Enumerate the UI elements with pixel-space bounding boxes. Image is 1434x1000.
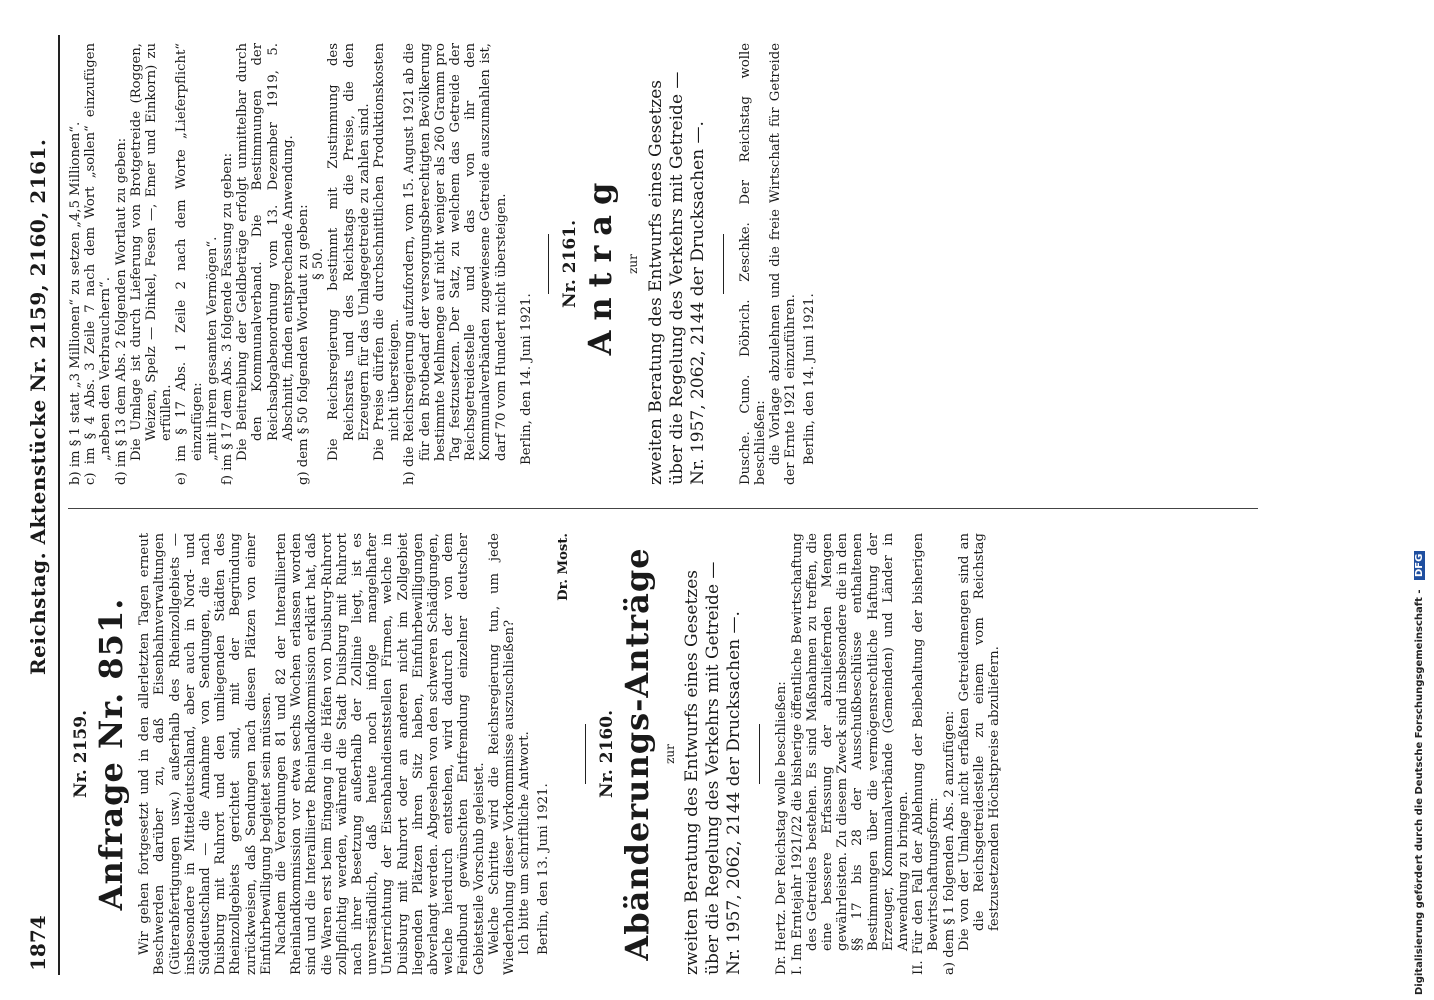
paragraph: die Vorlage abzulehnen und die freie Wirtschaft für Getreide der Ernte 1921 einzuführen.	[767, 43, 799, 485]
section-number-2159: Nr. 2159.	[71, 710, 91, 799]
section-title-2160: Abänderungs-Anträge	[618, 547, 657, 961]
divider	[723, 234, 724, 294]
section-title-2161: Antrag	[581, 172, 620, 356]
section-number-2160: Nr. 2160.	[596, 710, 617, 799]
zur-label: zur	[626, 254, 641, 274]
zur-label: zur	[663, 744, 678, 764]
divider	[759, 724, 760, 784]
list-item: f) im § 17 dem Abs. 3 folgende Fassung zu geben:	[220, 152, 236, 485]
list-item: h) die Reichsregierung aufzufordern, vom 15. August 1921 ab die für den Brotbedarf der versorgungsberechtigten Bevölkerung bestimmte Mehlmenge auf nicht weniger als 260 Gramm pro Tag festzusetzen. Der Satz, zu welchem das Getreide der Reichsgetreidestelle und das von ihr den Kommunalverbänden zugewiesene Getreide auszumahlen ist, darf 70 vom Hundert nicht übersteigen.	[402, 43, 509, 485]
header-title: Reichstag. Aktenstücke Nr. 2159, 2160, 2161.	[26, 138, 50, 675]
list-item: b) im § 1 statt „3 Millionen“ zu setzen „4,5 Millionen“.	[68, 121, 83, 485]
digitization-credit	[1414, 5, 1428, 995]
list-item: e) im § 17 Abs. 1 Zeile 2 nach dem Worte „Lieferpflicht“ einzufügen:	[174, 43, 205, 485]
list-item: c) im § 4 Abs. 3 Zeile 7 nach dem Wort „sollen“ einzufügen „neben den Verbrauchern“.	[83, 43, 114, 485]
quoted-text: „mit ihrem gesamten Vermögen“.	[204, 236, 220, 461]
page-number: 1874	[26, 915, 50, 971]
signature: Dr. Most.	[555, 533, 571, 601]
paragraph: Nachdem die Verordnungen 81 und 82 der Interalliierten Rheinlandkommission vor etwa sechs Wochen erlassen worden sind und die Interalliierte Rheinlandkommission erklärt hat, daß die Waren erst beim Eingang in die Häfen von Duisburg-Ruhrort zollpflichtig werden, während die Stadt Duisburg mit Ruhrort nach ihrer Besetzung außerhalb der Zollinie liegt, ist es unverständlich, daß heute noch infolge mangelhafter Unterrichtung der Eisenbahndienststellen Firmen, welche in Duisburg mit Ruhrort oder an anderen nicht im Zollgebiet liegenden Plätzen ihren Sitz haben, Einfuhrbewilligungen abverlangt werden. Abgesehen von den schweren Schädigungen, welche hierdurch entstehen, wird dadurch der von dem Feindbund gewünschten Entfremdung einzelner deutscher Gebietsteile Vorschub geleistet.	[274, 533, 487, 975]
paragraph: Wir gehen fortgesetzt und in den allerletzten Tagen erneut Beschwerden darüber zu, daß Eisenbahnverwaltungen (Güterabfertigungen usw.) außerhalb des Rheinzollgebiets — insbesondere in Mitteldeutschland, aber auch in Nord- und Süddeutschland — die Annahme von Sendungen, die nach Duisburg mit Ruhrort und den umliegenden Städten des Rheinzollgebiets gerichtet sind, mit der Begründung zurückweisen, daß Sendungen nach diesen Plätzen von einer Einfuhrbewilligung begleitet sein müssen.	[137, 533, 274, 975]
right-column	[68, 43, 1258, 485]
quoted-text: Die Reichsregierung bestimmt mit Zustimmung des Reichsrats und des Reichstags die Preise, die den Erzeugern für das Umlagegetreide zu zahlen sind.	[326, 43, 372, 461]
paragraph-heading: § 50.	[311, 248, 327, 280]
dfg-logo: DFG	[1414, 551, 1425, 580]
quoted-text: Die Beitreibung der Geldbeträge erfolgt unmittelbar durch den Kommunalverband. Die Bestimmungen der Reichsabgabenordnung vom 13. Dezember 1919, 5. Abschnitt, finden entsprechende Anwendung.	[235, 43, 296, 461]
divider	[548, 234, 549, 294]
page-header	[20, 35, 62, 975]
list-item: II. Für den Fall der Ablehnung der Beibehaltung der bisherigen Bewirtschaftungsform:	[911, 533, 942, 975]
list-item: I. Im Erntejahr 1921/22 die bisherige öffentliche Bewirtschaftung des Getreides bestehen. Es sind Maßnahmen zu treffen, die eine bessere Erfassung der abzuliefernden Mengen gewährleisten. Zu diesem Zweck sind insbesondere die in den §§ 17 bis 28 der Ausschußbeschlüsse enthaltenen Bestimmungen über die vermögensrechtliche Haftung der Erzeuger, Kommunalverbände (Gemeinden) und Länder in Anwendung zu bringen.	[789, 533, 911, 975]
list-item: d) im § 13 dem Abs. 2 folgenden Wortlaut zu geben:	[113, 137, 129, 485]
credit-text: Digitalisierung gefördert durch die Deutsche Forschungsgemeinschaft -	[1414, 589, 1425, 995]
date-line: Berlin, den 14. Juni 1921.	[802, 293, 818, 465]
left-column	[68, 533, 1258, 975]
paragraph: Ich bitte um schriftliche Antwort.	[517, 731, 533, 955]
date-line: Berlin, den 13. Juni 1921.	[536, 783, 552, 955]
list-item: a) dem § 1 folgenden Abs. 2 anzufügen:	[941, 710, 957, 975]
motion-intro: Dusche. Cuno. Döbrich. Zeschke. Der Reichstag wolle beschließen:	[737, 43, 768, 485]
quoted-text: Die von der Umlage nicht erfaßten Getreidemengen sind an die Reichsgetreidestelle zu einem vom Reichstag festzusetzenden Höchstpreise abzuliefern.	[956, 533, 1003, 951]
quoted-text: Die Umlage ist durch Lieferung von Brotgetreide (Roggen, Weizen, Spelz — Dinkel, Fesen —, Emer und Einkorn) zu erfüllen.	[128, 43, 175, 461]
document-page	[20, 35, 1350, 975]
section-number-2161: Nr. 2161.	[560, 220, 581, 309]
motion-intro: Dr. Hertz. Der Reichstag wolle beschließen:	[774, 681, 790, 975]
date-line: Berlin, den 14. Juni 1921.	[518, 293, 534, 465]
list-item: g) dem § 50 folgenden Wortlaut zu geben:	[296, 204, 312, 485]
header-rule	[58, 35, 60, 975]
paragraph: Welche Schritte wird die Reichsregierung tun, um jede Wiederholung dieser Vorkommnisse auszuschließen?	[486, 533, 518, 975]
subject-line: zweiten Beratung des Entwurfs eines Gesetzes über die Regelung des Verkehrs mit Getreide — Nr. 1957, 2062, 2144 der Drucksachen —.	[682, 561, 745, 975]
subject-line: zweiten Beratung des Entwurfs eines Gesetzes über die Regelung des Verkehrs mit Getreide — Nr. 1957, 2062, 2144 der Drucksachen —.	[645, 71, 708, 485]
quoted-text: Die Preise dürfen die durchschnittlichen Produktionskosten nicht übersteigen.	[372, 43, 403, 461]
column-divider	[68, 508, 1258, 509]
divider	[585, 724, 586, 784]
section-title-2159: Anfrage Nr. 851.	[92, 597, 131, 911]
